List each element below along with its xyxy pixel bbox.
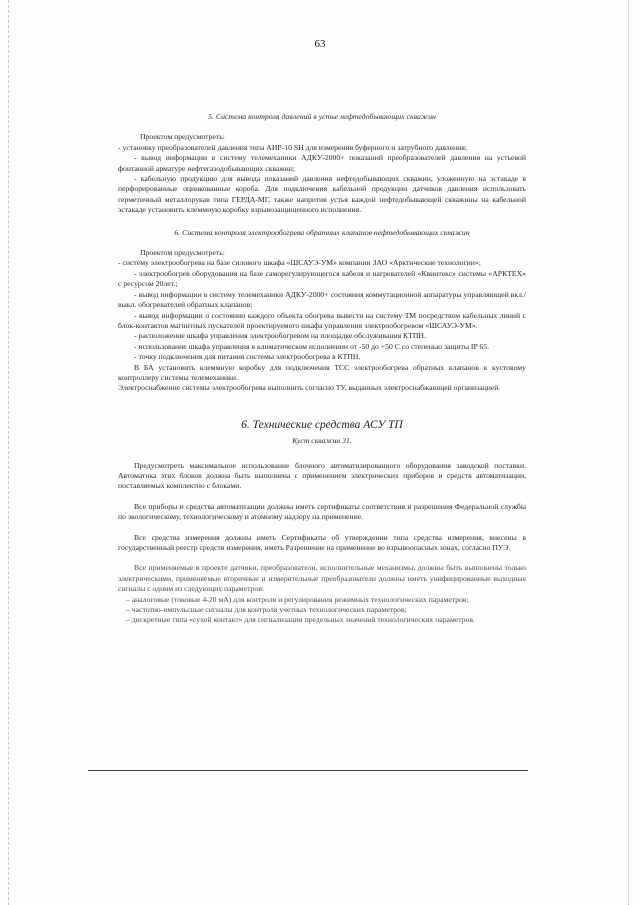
chapter-paragraph: Предусмотреть максимальное использование блочного автоматизированного оборудования заводской поставки. Автоматика этих блоков должна быть выполнена с применением электрических приборов и средств автоматизации, поставляемых комплектно с блоками.: [118, 460, 526, 491]
section-6-item: - расположение шкафа управления электрообогревом на площадке обслуживания КТПН.: [134, 331, 426, 341]
chapter-paragraph: Все применяемые в проекте датчики, преобразователи, исполнительные механизмы, должны быть выполнены только электрическими, применяемые вторичные и измерительные преобразователи должны иметь унифицированные выходные сигналы с одним из следующих параметров:: [118, 563, 526, 594]
chapter-subheading: Куст скважин 31.: [292, 436, 352, 446]
section-6-item: - систему электрообогрева на базе силового шкафа «ШСАУЭ-УМ» компании ЗАО «Арктические технологии»;: [118, 258, 481, 268]
section-5-intro: Проектом предусмотреть:: [140, 132, 225, 142]
chapter-paragraph: Все средства измерения должны иметь Сертификаты об утверждении типа средства измерения, внесены в государственный реестр средств измерения, иметь Разрешение на применение во взрывоопасных зонах, согласно ПУЭ.: [118, 532, 526, 552]
section-6-item: - электрообогрев оборудования на базе саморегулирующегося кабеля и нагревателей «Квинтекс» системы «АРКТЕХ» с ресурсом 20лет.;: [118, 268, 526, 289]
chapter-paragraph: Все приборы и средства автоматизации должны иметь сертификаты соответствия и разрешения Федеральной службы по экологическому, технологическому и атомному надзору на применение.: [118, 501, 526, 522]
section-6-paragraph: Электроснабжение системы электрообогрева выполнить согласно ТУ, выданных электроснабжающей организацией.: [118, 383, 501, 393]
chapter-bullet: – частотно-импульсные сигналы для контроля учетных технологических параметров;: [126, 605, 407, 615]
chapter-bullet: – аналоговые (токовые 4-20 мА) для контроля и регулирования режимных технологических параметров;: [126, 594, 469, 604]
section-6-item: - использование шкафа управления в климатическом исполнении от -50 до +50 С со степенью защиты IP 65.: [134, 341, 489, 351]
chapter-heading: 6. Технические средства АСУ ТП: [241, 418, 403, 431]
scan-edge-left: [8, 0, 9, 905]
section-5-item: - вывод информации в систему телемеханики АДКУ-2000+ показаний преобразователей давления на устьевой фонтанной арматуре нефтегазодобывающих скважин;: [118, 153, 526, 173]
section-6-item: - вывод информации в систему телемеханики АДКУ-2000+ состояния коммутационной аппаратуры управляющей вкл./выкл. обогревателей обратных клапанов;: [118, 289, 526, 310]
section-6-title: 6. Система контроля электрообогрева обратных клапанов нефтедобывающих скважин: [174, 227, 470, 237]
section-6-paragraph: В БА установить клеммную коробку для подключения ТСС электрообогрева обратных клапанов к кустовому контроллеру системы телемеханики.: [118, 362, 526, 382]
page-body: [118, 112, 526, 626]
section-6-intro: Проектом предусмотреть:: [140, 248, 225, 258]
page-number: 63: [314, 38, 326, 50]
section-6-item: - вывод информации о состоянии каждого объекта обогрева вывести на систему ТМ посредством кабельных линий с блок-контактов магнитных пускателей проектируемого шкафа управления электрообогревом «ШСАУЭ-УМ».: [118, 310, 526, 330]
footer-rule: [88, 770, 528, 771]
chapter-bullet: – дискретные типа «сухой контакт» для сигнализации предельных значений технологических параметров.: [126, 615, 475, 625]
scan-edge-right: [628, 0, 629, 905]
section-6-item: - точку подключения для питания системы электрообогрева в КТПН.: [134, 352, 361, 362]
section-5-item: - установку преобразователей давления типа АИР-10 SH для измерения буферного и затрубного давления;: [118, 142, 468, 152]
section-5-item: - кабельную продукцию для вывода показаний давления нефтедобывающих скважин, уложенную на эстакаде в перфорированные оцинкованные короба. Для подключения кабельной продукции датчиков давления использовать герметичный металлорукав типа ГЕРДА-МГ, также напротив устья каждой нефтедобывающей скважины на кабельной эстакаде установить клеммную коробку взрывозащищенного исполнения.: [118, 174, 526, 215]
section-5-title: 5. Система контроля давлений в устье нефтедобывающих скважин: [208, 112, 436, 121]
